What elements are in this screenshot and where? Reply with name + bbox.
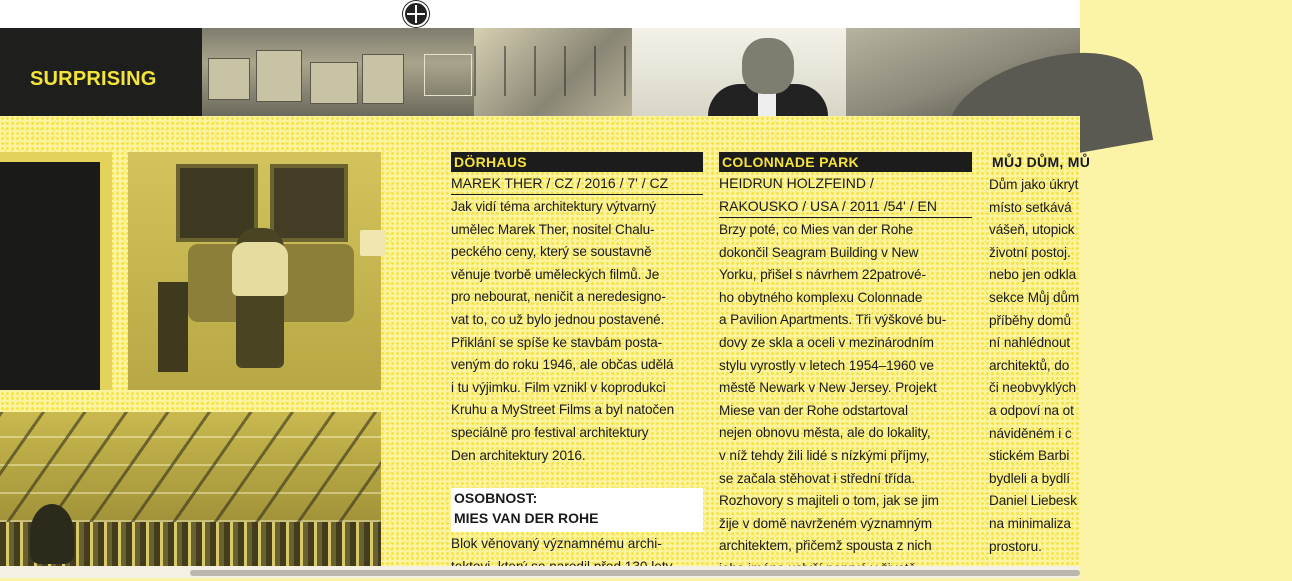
article-meta: MAREK THER / CZ / 2016 / 7' / CZ xyxy=(451,172,703,195)
article-body: Brzy poté, co Mies van der Rohe dokončil Seagram Building v New Yorku, přišel s návrhem 22patrové- ho obytného komplexu Colonnade a Pavilion Apartments. Tři výškové bu- dovy ze skla a oceli v mezinárodním stylu vyrostly v letech 1954–1960 ve městě Newark v New Jersey. Projekt Miese van der Rohe odstartoval nejen obnovu města, ale do lokality, v níž tehdy žili lidé s nízkými příjmy, se začala stěhovat i střední třída. Rozhovory s majiteli o tom, jak se jim žije v domě navrženém významným architektem, přičemž spousta z nich xyxy=(719,222,947,554)
photo-dark-interior xyxy=(0,152,112,390)
article-heading: COLONNADE PARK xyxy=(719,152,972,172)
article-colonnade-park xyxy=(719,152,972,581)
article-dorhaus xyxy=(451,152,703,467)
section-title: SURPRISING xyxy=(30,68,157,90)
banner-photo-landscape xyxy=(846,28,1080,116)
sub-article-body: Blok věnovaný významnému archi- xyxy=(451,536,662,551)
top-margin xyxy=(0,0,1080,28)
happiness-sign xyxy=(424,54,472,96)
sub-heading-box xyxy=(451,488,703,532)
article-body: Jak vidí téma architektury výtvarný umělec Marek Ther, nositel Chalu- peckého ceny, který se soustavně věnuje tvorbě uměleckých filmů. Je pro nebourat, neničit a neredesigno- vat to, co už bylo jednou postavené. Přiklání se spíše ke stavbám posta- veným do roku 1946, ale občas udělá i tu výjimku. Film vznikl v koprodukci Kruhu a MyStreet Films a byl natočen speciálně pro festival architektury Den architektury 2016. xyxy=(451,199,675,463)
sub-heading-line: OSOBNOST: xyxy=(454,490,538,506)
registration-mark-icon xyxy=(403,1,429,27)
article-meta: HEIDRUN HOLZFEIND / xyxy=(719,175,874,191)
horizontal-scrollbar[interactable] xyxy=(190,570,1080,576)
portrait-head xyxy=(742,38,794,94)
photo-woman-living-room xyxy=(128,152,381,390)
article-meta: RAKOUSKO / USA / 2011 /54' / EN xyxy=(719,195,972,218)
article-heading: DÖRHAUS xyxy=(451,152,703,172)
article-muj-dum xyxy=(989,152,1091,578)
photo-library-stairs xyxy=(0,412,381,578)
article-heading: MŮJ DŮM, MŮ xyxy=(992,154,1091,170)
sub-heading-line: MIES VAN DER ROHE xyxy=(454,510,599,526)
banner-photo-houses xyxy=(202,28,632,116)
article-body: Dům jako úkryt místo setkává vášeň, utopick životní postoj. nebo jen odkla sekce Můj dům příběhy domů ní nahlédnout architektů, do či neobvyklých a odpoví na ot náviděném i c stickém Barbi bydleli a bydlí Daniel Liebesk na minimaliza prostoru. xyxy=(989,177,1080,554)
